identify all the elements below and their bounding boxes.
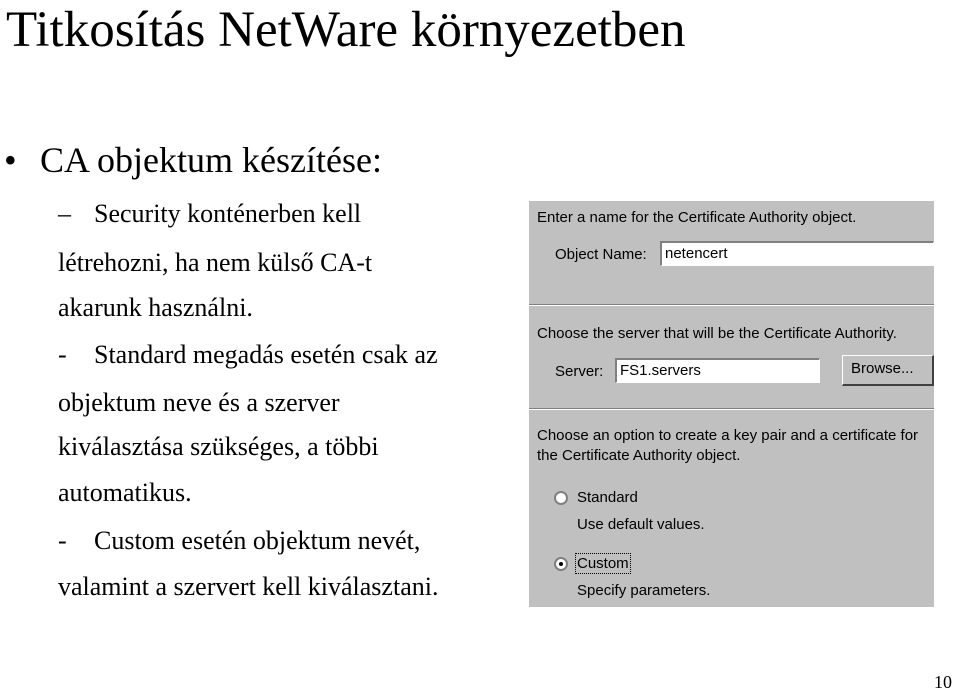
standard-line-3: kiválasztása szükséges, a többi — [58, 432, 379, 461]
standard-line-4: automatikus. — [58, 478, 192, 507]
hyphen-marker: - — [58, 526, 67, 555]
browse-button[interactable]: Browse... — [842, 355, 934, 386]
custom-label[interactable]: Custom — [577, 555, 629, 572]
dash-marker: – — [58, 199, 71, 228]
server-prompt: Choose the server that will be the Certificate Authority. — [537, 325, 897, 342]
name-prompt: Enter a name for the Certificate Authority object. — [537, 209, 857, 226]
divider — [529, 408, 934, 410]
standard-line-1: - Standard megadás esetén csak az — [58, 340, 438, 369]
object-name-label: Object Name: — [555, 246, 647, 263]
object-name-input[interactable]: netencert — [660, 241, 934, 266]
divider — [529, 304, 934, 306]
hyphen-marker: - — [58, 340, 67, 369]
custom-line-2: valamint a szervert kell kiválasztani. — [58, 572, 439, 601]
sub-line-2: létrehozni, ha nem külső CA-t — [58, 248, 373, 277]
ca-object-dialog — [529, 201, 934, 607]
sub-line-3: akarunk használni. — [58, 293, 253, 322]
bullet-marker: • — [4, 140, 17, 180]
server-input[interactable]: FS1.servers — [615, 358, 820, 383]
option-prompt-line-1: Choose an option to create a key pair and a certificate for — [537, 427, 919, 444]
server-label: Server: — [555, 363, 604, 380]
main-bullet-text: CA objektum készítése: — [40, 140, 382, 180]
option-prompt-line-2: the Certificate Authority object. — [537, 447, 741, 464]
radio-selected-dot — [559, 562, 563, 566]
custom-line-1: - Custom esetén objektum nevét, — [58, 526, 421, 555]
custom-description: Specify parameters. — [577, 582, 711, 599]
standard-radio[interactable] — [554, 491, 568, 505]
custom-radio[interactable] — [554, 557, 568, 571]
standard-description: Use default values. — [577, 516, 705, 533]
main-bullet — [4, 138, 382, 182]
standard-label[interactable]: Standard — [577, 489, 638, 506]
page-number: 10 — [934, 672, 952, 692]
sub-line-1: – Security konténerben kell — [58, 199, 362, 228]
slide-title: Titkosítás NetWare környezetben — [6, 2, 686, 58]
standard-line-2: objektum neve és a szerver — [58, 388, 340, 417]
